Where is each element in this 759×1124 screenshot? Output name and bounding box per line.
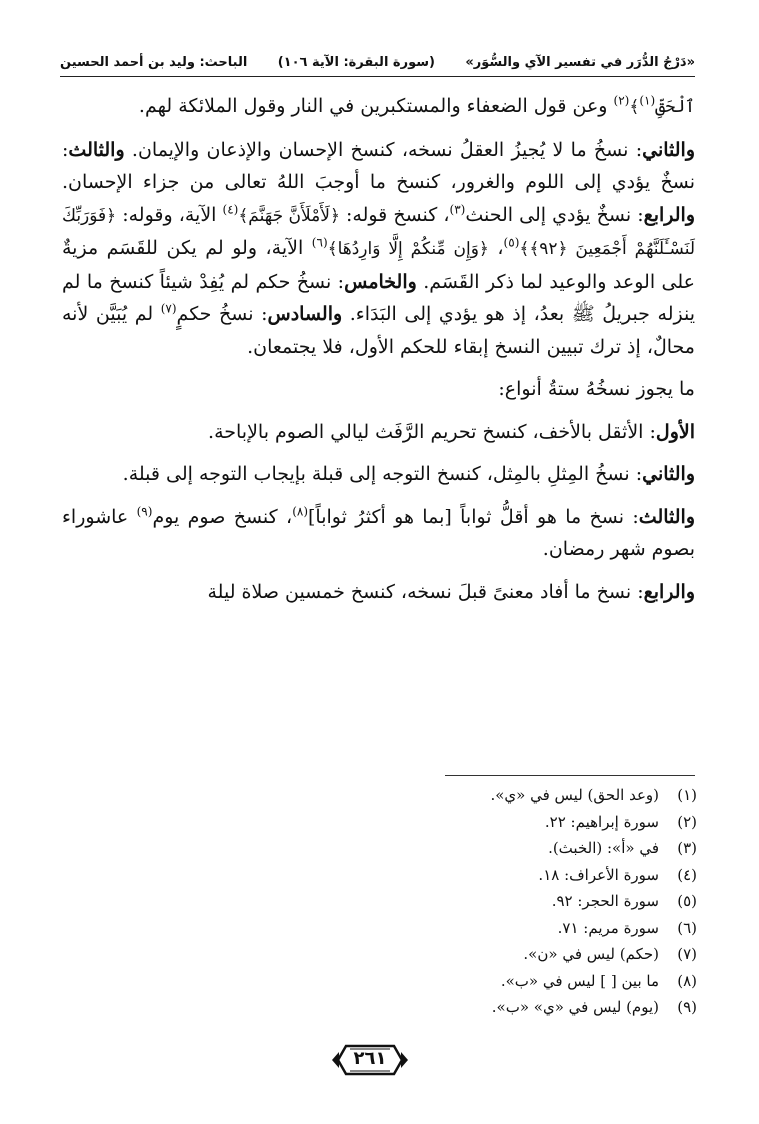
section-label: الأول (655, 420, 695, 443)
footnote-text: ما بين [ ] ليس في «ب». (500, 971, 659, 990)
footnote-number: (٩) (677, 998, 697, 1016)
main-text (62, 90, 695, 610)
footnote-ref: (٣) (449, 202, 466, 217)
footnote-text: في «أ»: (الخبث). (548, 839, 659, 857)
footnote-item (297, 835, 697, 862)
footnote-number: (٤) (677, 865, 697, 884)
paragraph-5 (62, 458, 695, 491)
section-label: والرابع (643, 580, 695, 603)
page-number-ornament (330, 1040, 410, 1080)
section-label: والثاني (642, 463, 695, 485)
footnote-number: (١) (677, 786, 697, 804)
footnote-text: (وعد الحق) ليس في «ي». (490, 786, 659, 804)
footnote-text: سورة الحجر: ٩٢. (551, 892, 659, 910)
paragraph-text: ، كنسخ صوم يوم (152, 505, 293, 528)
paragraph-3: ما يجوز نسخُهُ ستةُ أنواع: (498, 378, 695, 400)
running-header (60, 48, 695, 77)
footnote-number: (٢) (677, 812, 697, 831)
footnote-item (297, 941, 697, 968)
footnote-item (297, 968, 697, 995)
paragraph-text: الآية، ولو لم يكن للقَسَم مزيةٌ على الوعد والوعيد لما ذكر القَسَم. (62, 237, 695, 293)
paragraph-text: عاشوراء بصوم شهر رمضان. (62, 505, 695, 560)
footnote-item (297, 888, 697, 915)
paragraph-text: : نسخ ما هو أقلُّ ثواباً [بما هو أكثرُ ثواباً] (308, 505, 639, 528)
footnote-item (297, 782, 697, 809)
footnote-text: سورة الأعراف: ١٨. (538, 865, 659, 884)
footnote-text: (حكم) ليس في «ن». (523, 945, 659, 963)
section-label: والرابع (643, 203, 695, 226)
section-label: والخامس (344, 270, 417, 293)
paragraph-text: : نسخٌ يؤدي إلى اللوم والغرور، كنسخ ما أوجبَ اللهُ تعالى من جزاء الإحسان. (62, 138, 695, 193)
footnote-text: سورة إبراهيم: ٢٢. (544, 812, 659, 831)
footnote-number: (٧) (677, 945, 697, 963)
paragraph-7 (62, 576, 695, 609)
footnote-item (297, 915, 697, 942)
footnote-number: (٨) (677, 971, 697, 990)
footnote-number: (٦) (677, 918, 697, 937)
book-title: «دَرْجُ الدُّرَر في تفسير الآي والسُّوَر» (465, 54, 695, 70)
footnote-ref: (٦) (311, 235, 328, 250)
quran-quote: ﴿لَأَمْلَأَنَّ جَهَنَّمَ﴾ (238, 205, 340, 226)
paragraph-text: : نسخ ما أفاد معنىً قبلَ نسخه، كنسخ خمسين صلاة ليلة (207, 580, 644, 603)
footnote-ref: (١) (639, 93, 656, 108)
paragraph-text: : نسخُ ما لا يُجيزُ العقلُ نسخه، كنسخ الإحسان والإذعان والإيمان. (124, 138, 643, 161)
paragraph-text: لم يُبَيَّن لأنه محالٌ، إذ ترك تبيين النسخ إبقاء للحكم الأول، فلا يجتمعان. (62, 303, 695, 358)
footnote-ref: (٤) (222, 202, 239, 217)
footnote-ref: (٥) (503, 235, 520, 250)
paragraph-text: : نسخُ حكمٍ (176, 303, 268, 325)
quran-quote: ﴿وَإِن مِّنكُمْ إِلَّا وَارِدُهَا﴾ (327, 239, 489, 259)
paragraph-text: الآية، وقوله: (116, 203, 223, 226)
page-number: ٢٦١ (353, 1048, 387, 1069)
section-label: والثاني (642, 138, 695, 161)
paragraph-6 (62, 501, 695, 566)
sura-reference: (سورة البقرة: الآية ١٠٦) (277, 54, 435, 70)
section-label: والثالث (638, 505, 695, 528)
footnote-ref: (٨) (292, 504, 309, 519)
footnote-number: (٣) (677, 839, 697, 857)
footnote-ref: (٩) (136, 504, 153, 519)
section-label: والسادس (267, 303, 343, 325)
quran-quote: ٱلْحَقِّ (655, 97, 695, 117)
footnote-item (297, 862, 697, 889)
paragraph-text: : نسخُ المِثلِ بالمِثل، كنسخ التوجه إلى قبلة بإيجاب التوجه إلى قبلة. (122, 463, 643, 485)
paragraph-text: : الأثقل بالأخف، كنسخ تحريم الرَّفَث ليالي الصوم بالإباحة. (208, 420, 656, 443)
paragraph-4 (62, 416, 695, 449)
author-name: الباحث: وليد بن أحمد الحسين (60, 54, 248, 70)
footnotes (297, 782, 697, 1021)
section-label: والثالث (68, 138, 125, 161)
quran-bracket: ﴾ (629, 97, 640, 117)
paragraph-text: : نسخُ حكم لم يُفِدْ شيئاً كنسخ ما لم ينزله جبريلُ ﷺ بعدُ، إذ هو يؤدي إلى البَدَاء. (62, 270, 695, 325)
footnote-number: (٥) (677, 892, 697, 910)
footnote-ref: (٧) (160, 301, 177, 316)
paragraph-text: : نسخٌ يؤدي إلى الحنث (465, 203, 644, 226)
footnote-item (297, 994, 697, 1021)
footnote-text: (يوم) ليس في «ي» «ب». (491, 998, 659, 1016)
paragraph-2 (62, 134, 695, 364)
footnote-item (297, 809, 697, 836)
footnote-text: سورة مريم: ٧١. (557, 918, 659, 937)
quran-quote: ﴿فَوَرَبِّكَ لَنَسْـَٔلَنَّهُمْ أَجْمَعِينَ ﴿٩٢﴾﴾ (62, 205, 696, 259)
footnote-divider (445, 775, 695, 776)
paragraph-1 (62, 90, 695, 124)
paragraph-text: ، (488, 237, 504, 259)
footnote-ref: (٢) (613, 93, 630, 108)
paragraph-text: ، كنسخ قوله: (339, 203, 450, 226)
paragraph-text: وعن قول الضعفاء والمستكبرين في النار وقول الملائكة لهم. (138, 95, 614, 117)
